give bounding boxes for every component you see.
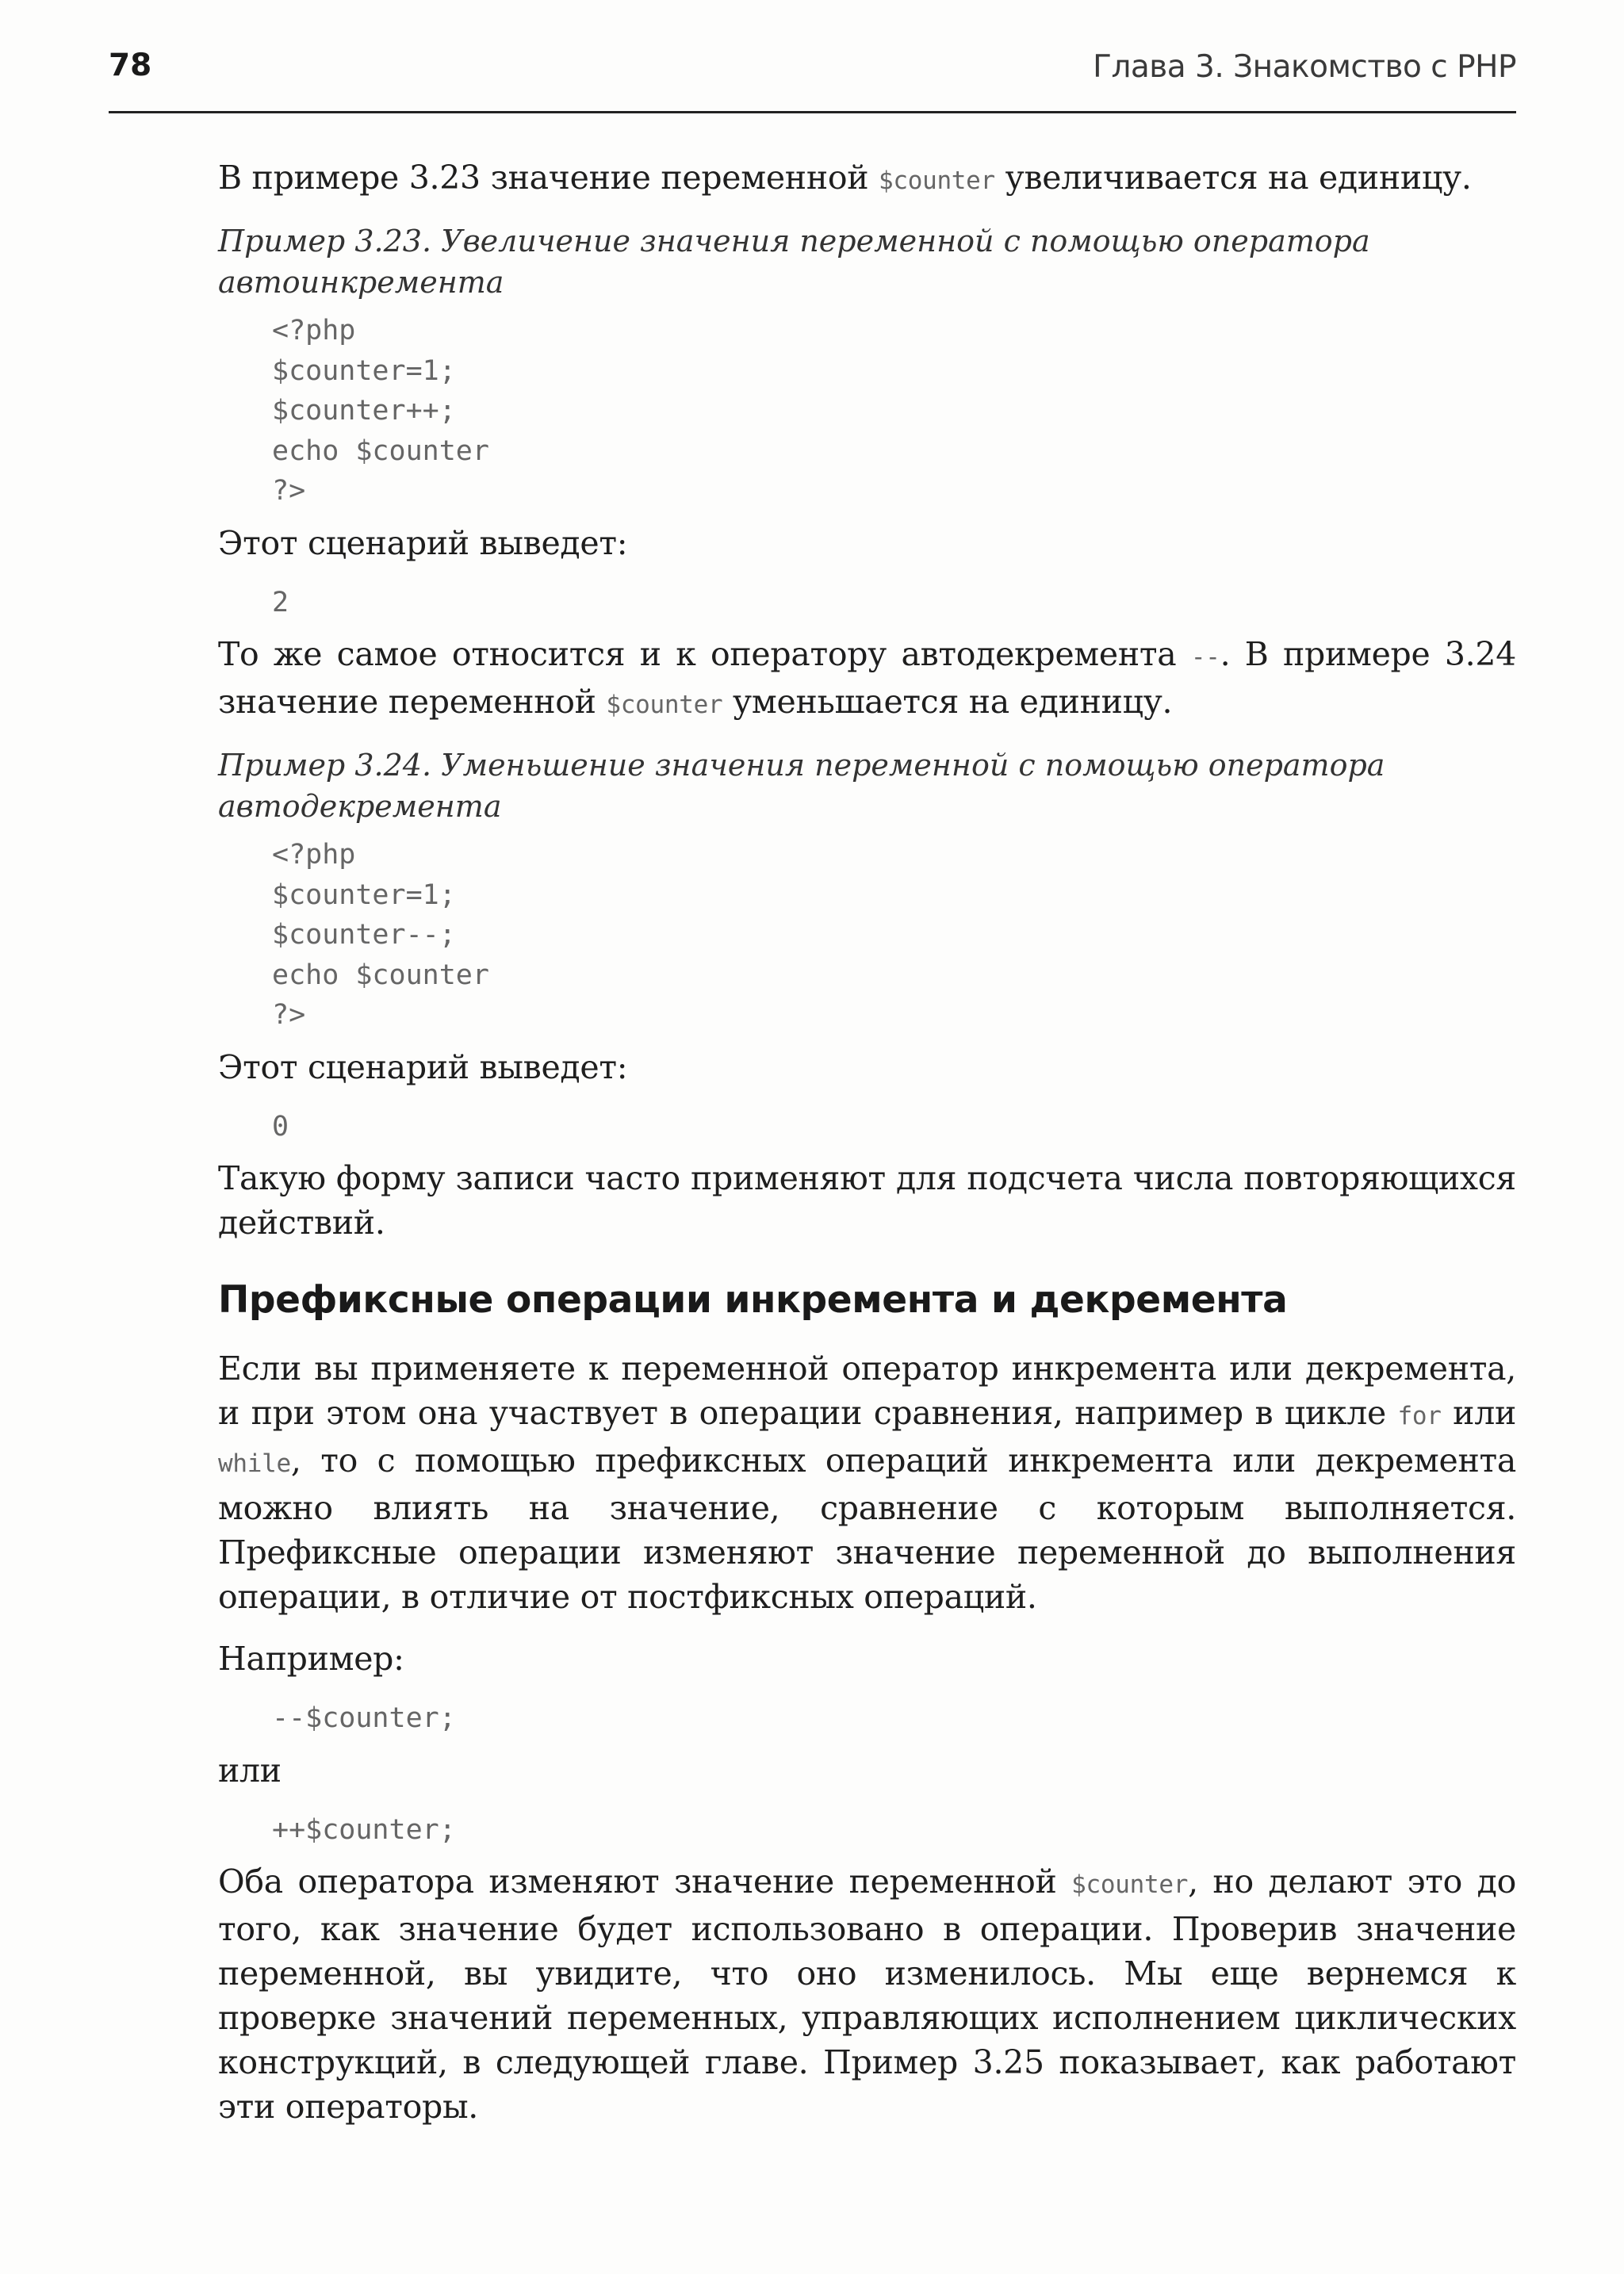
code-line: $counter--; — [272, 919, 456, 951]
code-line: $counter=1; — [272, 354, 456, 387]
paragraph-text: или — [218, 1751, 282, 1790]
code-line: ++$counter; — [272, 1813, 456, 1846]
inline-code: while — [218, 1449, 291, 1478]
paragraph — [218, 521, 1516, 565]
code-listing — [272, 835, 1516, 1036]
paragraph-text: Например: — [218, 1640, 404, 1678]
inline-code: $counter — [1071, 1870, 1189, 1899]
paragraph-text: увеличивается на единицу. — [994, 159, 1472, 197]
code-listing — [272, 1698, 1516, 1739]
paragraph-text: . В примере 3.24 значение переменной — [218, 635, 1516, 721]
paragraph-text: , но делают это до того, как значение будет использовано в операции. Проверив значение переменной, вы увидите, что оно изменилось. Мы еще вернемся к проверке значений переменных, управляющих исполнением циклических конструкций, в следующей главе. Пример 3.25 показывает, как работают эти операторы. — [218, 1862, 1516, 2126]
paragraph-text: уменьшается на единицу. — [722, 683, 1173, 721]
example-caption: Пример 3.24. Уменьшение значения переменной с помощью оператора автодекремента — [218, 748, 1385, 824]
code-line: <?php — [272, 839, 356, 871]
code-line: ?> — [272, 475, 306, 507]
paragraph-text: Оба оператора изменяют значение переменной — [218, 1862, 1072, 1901]
example-caption: Пример 3.23. Увеличение значения переменной с помощью оператора автоинкремента — [218, 224, 1370, 300]
code-line: $counter++; — [272, 395, 456, 427]
paragraph — [218, 632, 1516, 727]
chapter-title: Глава 3. Знакомство с PHP — [1093, 49, 1516, 85]
paragraph-text: Такую форму записи часто применяют для подсчета числа повторяющихся действий. — [218, 1159, 1516, 1242]
paragraph-text: Если вы применяете к переменной оператор инкремента или декремента, и при этом она участвует в операции сравнения, например в цикле — [218, 1349, 1516, 1432]
paragraph — [218, 1045, 1516, 1089]
code-line: $counter=1; — [272, 879, 456, 911]
code-listing — [272, 311, 1516, 511]
inline-code: for — [1397, 1402, 1442, 1430]
paragraph-text: То же самое относится и к оператору автодекремента — [218, 635, 1191, 673]
page-body — [218, 155, 1516, 2146]
code-listing — [272, 583, 1516, 623]
inline-code: -- — [1190, 643, 1220, 672]
section-heading: Префиксные операции инкремента и декремента — [218, 1278, 1288, 1322]
paragraph-text: , то с помощью префиксных операций инкремента или декремента можно влиять на значение, сравнение с которым выполняется. Префиксные операции изменяют значение переменной до выполнения операции, в отличие от постфиксных операций. — [218, 1441, 1516, 1616]
paragraph — [218, 155, 1516, 203]
code-line: echo $counter — [272, 435, 489, 467]
paragraph-text: Этот сценарий выведет: — [218, 523, 628, 562]
page-number: 78 — [109, 48, 152, 83]
code-listing — [272, 1107, 1516, 1147]
code-listing — [272, 1810, 1516, 1851]
code-line: echo $counter — [272, 959, 489, 991]
paragraph-text: Этот сценарий выведет: — [218, 1047, 628, 1086]
code-line: 2 — [272, 586, 289, 618]
inline-code: $counter — [606, 691, 723, 719]
running-header — [109, 46, 1516, 113]
paragraph-text: В примере 3.23 значение переменной — [218, 159, 879, 197]
paragraph-text: или — [1441, 1394, 1516, 1432]
paragraph — [218, 1346, 1516, 1619]
paragraph — [218, 1748, 1516, 1793]
paragraph — [218, 1637, 1516, 1681]
code-line: 0 — [272, 1110, 289, 1143]
code-line: --$counter; — [272, 1702, 456, 1734]
paragraph — [218, 1156, 1516, 1245]
code-line: <?php — [272, 315, 356, 346]
code-line: ?> — [272, 999, 306, 1031]
inline-code: $counter — [878, 167, 995, 195]
paragraph — [218, 1859, 1516, 2129]
